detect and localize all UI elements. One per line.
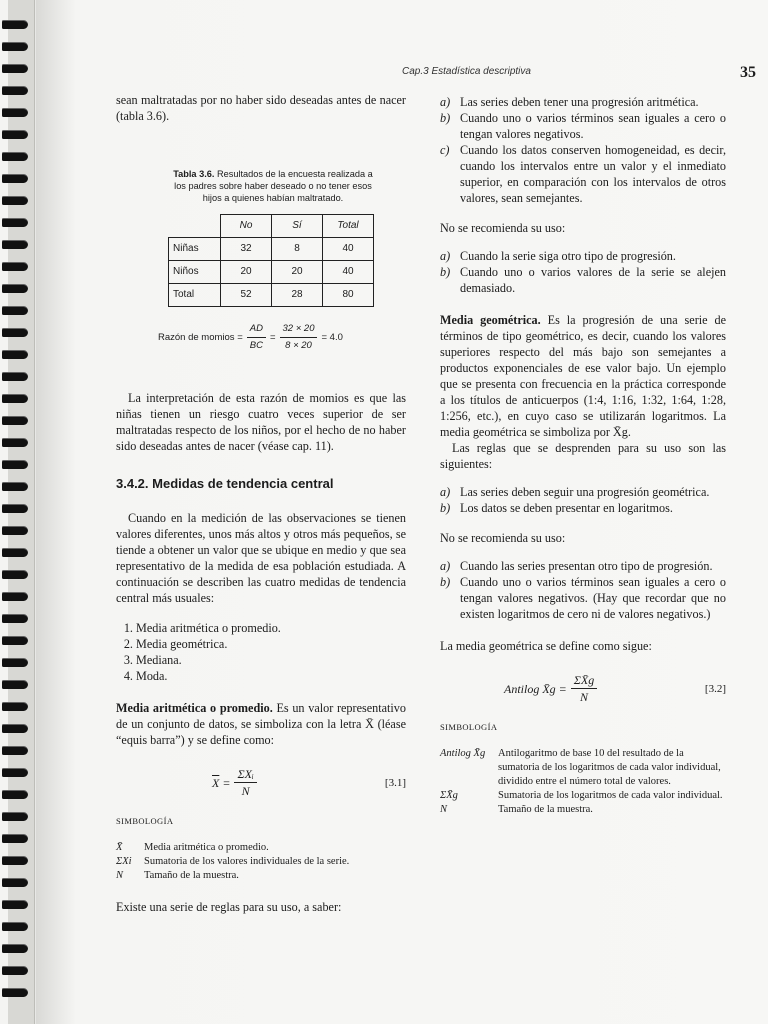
binding-ring bbox=[2, 20, 28, 29]
binding-ring bbox=[2, 86, 28, 95]
table-row-label: Total bbox=[169, 284, 221, 307]
equation-body bbox=[504, 672, 601, 705]
table-cell: 20 bbox=[272, 261, 323, 284]
binding-ring bbox=[2, 372, 28, 381]
binding-ring bbox=[2, 592, 28, 601]
fraction-numerator: 32 × 20 bbox=[280, 321, 318, 338]
table-cell: 40 bbox=[323, 261, 374, 284]
survey-table bbox=[168, 214, 374, 307]
binding-ring bbox=[2, 306, 28, 315]
symbology-heading: SIMBOLOGÍA bbox=[440, 722, 498, 732]
binding-ring bbox=[2, 812, 28, 821]
intro-paragraph: sean maltratadas por no haber sido deseadas antes de nacer (tabla 3.6). bbox=[116, 93, 406, 123]
closing-paragraph: Existe una serie de reglas para su uso, a saber: bbox=[116, 900, 342, 914]
symbol: ΣXi bbox=[116, 856, 132, 867]
symbol-description: Sumatoria de los logaritmos de cada valor individual. bbox=[498, 790, 723, 801]
binding-ring bbox=[2, 834, 28, 843]
list-marker: b) bbox=[440, 111, 451, 125]
symbology-heading: SIMBOLOGÍA bbox=[116, 816, 174, 826]
right-column bbox=[440, 94, 726, 817]
fraction-denominator: N bbox=[579, 690, 588, 704]
list-item: 2. Media geométrica. bbox=[136, 636, 406, 652]
fraction bbox=[280, 321, 318, 354]
fraction-numerator: ΣXᵢ bbox=[234, 766, 256, 783]
binding-ring bbox=[2, 240, 28, 249]
fraction-denominator: BC bbox=[249, 340, 263, 351]
list-marker: a) bbox=[440, 485, 451, 499]
geometric-mean-paragraph bbox=[440, 312, 726, 440]
table-cell: 32 bbox=[221, 238, 272, 261]
binding-ring bbox=[2, 350, 28, 359]
binding-ring bbox=[2, 130, 28, 139]
odds-label: Razón de momios = bbox=[158, 331, 243, 343]
list-text: Cuando uno o varios términos sean iguales a cero o tengan valores negativos. (Hay que recordar que no existen logaritmos de cero ni de valores negativos.) bbox=[460, 575, 726, 621]
geometric-definition-intro: La media geométrica se define como sigue: bbox=[440, 639, 652, 653]
binding-ring bbox=[2, 746, 28, 755]
left-column bbox=[116, 92, 406, 915]
table-caption-label: Tabla 3.6. bbox=[173, 169, 215, 179]
odds-ratio-formula bbox=[158, 321, 406, 354]
table-row-label: Niñas bbox=[169, 238, 221, 261]
list-marker: b) bbox=[440, 265, 451, 279]
list-marker: c) bbox=[440, 143, 450, 157]
binding-ring bbox=[2, 614, 28, 623]
equation-lhs: Antilog X̄g = bbox=[504, 681, 567, 696]
interpretation-paragraph: La interpretación de esta razón de momios es que las niñas tienen un riesgo cuatro veces superior de ser maltratadas respecto de los niños, por el hecho de no haber sido deseadas antes de nacer (véase cap. 11). bbox=[116, 391, 406, 453]
binding-ring bbox=[2, 636, 28, 645]
equation-body: $\overline{X}$ = $\frac{\text{ΣXᵢ}}{N}$ bbox=[212, 766, 261, 799]
binding-ring bbox=[2, 460, 28, 469]
list-text: Cuando las series presentan otro tipo de progresión. bbox=[460, 559, 713, 573]
binding-ring bbox=[2, 218, 28, 227]
fraction-denominator: 8 × 20 bbox=[285, 340, 312, 351]
list-text: Cuando uno o varios términos sean iguales a cero o tengan valores negativos. bbox=[460, 111, 726, 141]
symbol: Antilog X̄g bbox=[440, 748, 486, 759]
binding-ring bbox=[2, 504, 28, 513]
binding-ring bbox=[2, 570, 28, 579]
section-heading: 3.4.2. Medidas de tendencia central bbox=[116, 476, 334, 491]
spiral-binding bbox=[0, 0, 35, 1024]
fraction-numerator: ΣX̄g bbox=[571, 672, 597, 689]
equation-number: [3.2] bbox=[704, 682, 726, 695]
fraction-numerator: AD bbox=[247, 321, 266, 338]
arithmetic-mean-term: Media aritmética o promedio. bbox=[116, 701, 273, 715]
symbol-description: Tamaño de la muestra. bbox=[498, 804, 593, 815]
fraction bbox=[247, 321, 266, 354]
arithmetic-mean-definition: Es un valor representativo de un conjunto de datos, se simboliza con la letra X̄ (léase “equis barra”) y se define como: bbox=[116, 701, 406, 747]
binding-ring bbox=[2, 482, 28, 491]
symbol-description: Tamaño de la muestra. bbox=[144, 870, 239, 881]
list-marker: b) bbox=[440, 501, 451, 515]
binding-ring bbox=[2, 328, 28, 337]
list-item bbox=[440, 110, 726, 142]
list-item bbox=[440, 574, 726, 622]
table-corner bbox=[169, 215, 221, 238]
symbol: N bbox=[440, 804, 448, 815]
not-recommended-heading: No se recomienda su uso: bbox=[440, 221, 566, 235]
list-item bbox=[440, 558, 726, 574]
list-text: Cuando los datos conserven homogeneidad, es decir, cuando los intervalos entre un valor y el inmediato superior, en comparación con los intervalos de otros valores, sean semejantes. bbox=[460, 143, 726, 205]
fraction bbox=[234, 766, 256, 799]
table-column-header: No bbox=[221, 215, 272, 238]
binding-ring bbox=[2, 174, 28, 183]
binding-ring bbox=[2, 64, 28, 73]
table-cell: 28 bbox=[272, 284, 323, 307]
binding-ring bbox=[2, 42, 28, 51]
table-row bbox=[169, 261, 374, 284]
list-text: Cuando uno o varios valores de la serie se alejen demasiado. bbox=[460, 265, 726, 295]
symbol-description: Media aritmética o promedio. bbox=[144, 842, 269, 853]
binding-ring bbox=[2, 856, 28, 865]
list-text: Las series deben seguir una progresión geométrica. bbox=[460, 485, 710, 499]
list-item bbox=[440, 500, 726, 516]
symbol: X̄ bbox=[116, 842, 123, 853]
equation-number: [3.1] bbox=[384, 776, 406, 789]
binding-ring bbox=[2, 790, 28, 799]
binding-ring bbox=[2, 680, 28, 689]
binding-ring bbox=[2, 922, 28, 931]
list-text: Las series deben tener una progresión aritmética. bbox=[460, 95, 699, 109]
binding-ring bbox=[2, 526, 28, 535]
equation-3-1 bbox=[116, 766, 406, 799]
binding-ring bbox=[2, 152, 28, 161]
binding-ring bbox=[2, 966, 28, 975]
geometric-mean-definition: Es la progresión de una serie de términos de tipo geométrico, es decir, cuando los valores superiores respecto del más bajo son semejantes a productos exponenciales de ese valor bajo. Un ejemplo que se presenta con frecuencia en la práctica corresponde a los títulos de anticuerpos (1:4, 1:16, 1:32, 1:64, 1:28, 1:256, etc.), en cuyo caso se utilizarán logaritmos. La media geométrica se simboliza por X̄g. bbox=[440, 313, 727, 439]
symbol: ΣX̄g bbox=[440, 790, 458, 801]
binding-ring bbox=[2, 768, 28, 777]
symbol-description: Antilogaritmo de base 10 del resultado de la sumatoria de los logaritmos de cada valor individual, dividido entre el número total de valores. bbox=[498, 748, 721, 787]
table-row-label: Niños bbox=[169, 261, 221, 284]
binding-ring bbox=[2, 196, 28, 205]
binding-ring bbox=[2, 394, 28, 403]
binding-ring bbox=[2, 108, 28, 117]
list-item: 1. Media aritmética o promedio. bbox=[136, 620, 406, 636]
odds-result: = 4.0 bbox=[321, 331, 343, 343]
symbol: N bbox=[116, 870, 124, 881]
table-cell: 20 bbox=[221, 261, 272, 284]
binding-ring bbox=[2, 658, 28, 667]
measures-list bbox=[116, 620, 406, 684]
section-intro-paragraph: Cuando en la medición de las observaciones se tienen valores diferentes, unos más altos y otros más pequeños, se tiende a obtener un valor que se ubique en medio y que sea representativo de la medida de esa población estudiada. A continuación se describen las cuatro medidas de tendencia central más usuales: bbox=[116, 511, 406, 605]
fraction bbox=[571, 672, 597, 705]
symbol-row bbox=[440, 803, 726, 817]
table-cell: 52 bbox=[221, 284, 272, 307]
table-row bbox=[169, 284, 374, 307]
binding-ring bbox=[2, 944, 28, 953]
running-head: Cap.3 Estadística descriptiva bbox=[402, 66, 531, 77]
list-item bbox=[440, 94, 726, 110]
binding-ring bbox=[2, 416, 28, 425]
list-item bbox=[440, 248, 726, 264]
arithmetic-mean-paragraph bbox=[116, 700, 406, 748]
list-text: Los datos se deben presentar en logaritmos. bbox=[460, 501, 673, 515]
symbol-row bbox=[116, 869, 406, 883]
symbol-row bbox=[440, 747, 726, 789]
symbol-row bbox=[440, 789, 726, 803]
list-item: 3. Mediana. bbox=[136, 652, 406, 668]
table-cell: 40 bbox=[323, 238, 374, 261]
table-column-header: Sí bbox=[272, 215, 323, 238]
table-cell: 8 bbox=[272, 238, 323, 261]
table-column-header: Total bbox=[323, 215, 374, 238]
table-cell: 80 bbox=[323, 284, 374, 307]
binding-ring bbox=[2, 262, 28, 271]
list-item: 4. Moda. bbox=[136, 668, 406, 684]
equals-sign: = bbox=[269, 331, 276, 343]
binding-ring bbox=[2, 878, 28, 887]
list-item bbox=[440, 484, 726, 500]
equation-3-2 bbox=[440, 672, 726, 705]
binding-ring bbox=[2, 438, 28, 447]
list-marker: a) bbox=[440, 559, 451, 573]
fraction-denominator: N bbox=[241, 784, 250, 798]
table-caption bbox=[168, 168, 378, 204]
symbol-row bbox=[116, 841, 406, 855]
list-marker: b) bbox=[440, 575, 451, 589]
binding-ring bbox=[2, 724, 28, 733]
list-marker: a) bbox=[440, 95, 451, 109]
list-item bbox=[440, 142, 726, 206]
list-text: Cuando la serie siga otro tipo de progresión. bbox=[460, 249, 676, 263]
list-item bbox=[440, 264, 726, 296]
binding-ring bbox=[2, 284, 28, 293]
binding-ring bbox=[2, 702, 28, 711]
table-row bbox=[169, 238, 374, 261]
page-number: 35 bbox=[740, 64, 756, 81]
not-recommended-heading: No se recomienda su uso: bbox=[440, 531, 566, 545]
geometric-rules-intro: Las reglas que se desprenden para su uso son las siguientes: bbox=[440, 441, 726, 471]
binding-ring bbox=[2, 988, 28, 997]
binding-ring bbox=[2, 548, 28, 557]
symbol-row bbox=[116, 855, 406, 869]
geometric-mean-term: Media geométrica. bbox=[440, 313, 541, 327]
symbol-description: Sumatoria de los valores individuales de la serie. bbox=[144, 856, 350, 867]
equation-lhs: $\overline{X}$ bbox=[212, 775, 220, 790]
table-header-row bbox=[169, 215, 374, 238]
table-caption-text: Resultados de la encuesta realizada a los padres sobre haber deseado o no tener esos hijos a quienes habían maltratado. bbox=[174, 169, 373, 203]
list-marker: a) bbox=[440, 249, 451, 263]
binding-ring bbox=[2, 900, 28, 909]
